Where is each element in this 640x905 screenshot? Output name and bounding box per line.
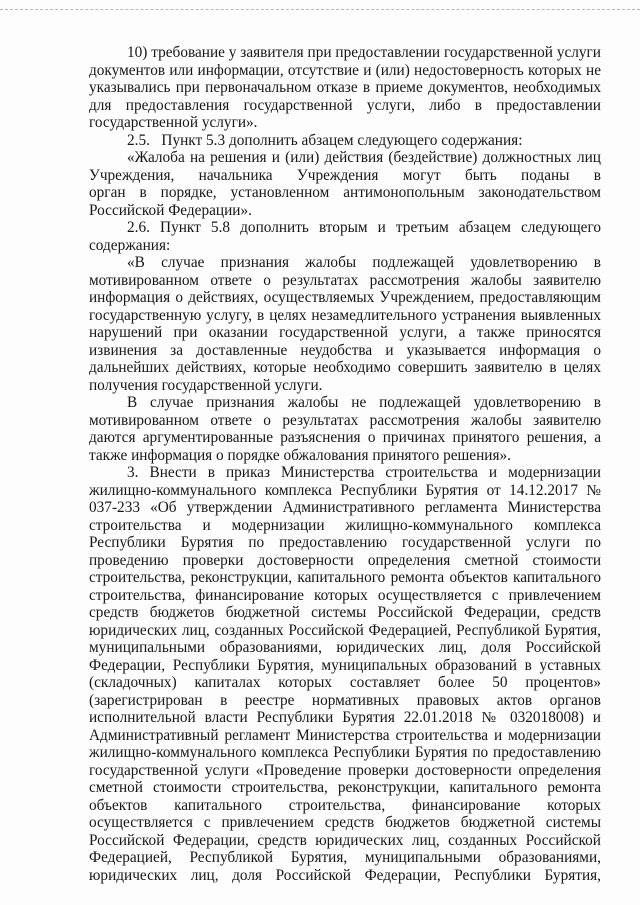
text-line: Федерации, Республики Бурятия, муниципальных образований в уставных [89,656,601,674]
text-line: государственной услуги». [89,114,258,131]
text-line: жилищно-коммунального комплекса Республики Бурятия от 14.12.2017 № [89,481,601,499]
text-line: «Жалоба на решения и (или) действия (бездействие) должностных лиц [127,149,601,166]
text-line: мотивированном ответе о результатах рассмотрения жалобы заявителю [89,411,601,429]
text-line: Учреждения, начальника Учреждения могут быть поданы в [89,166,601,184]
text-line: Российской Федерации, средств юридических лиц, созданных Российской [89,831,601,849]
text-line: 037-233 «Об утверждении Административного регламента Министерства [89,499,601,516]
text-line: В случае признания жалобы не подлежащей удовлетворению в [127,394,601,411]
text-line: юридических лиц, доля Российской Федерации, Республики Бурятия, [89,866,601,884]
text-line: юридических лиц, созданных Российской Федерацией, Республикой Бурятия, [89,621,601,639]
text-line: муниципальными образованиями, юридических лиц, доля Российской [89,639,601,656]
text-line: (складочных) капиталах которых составляет более 50 процентов» [89,674,601,691]
document-body [89,44,601,884]
text-line: 2.5. Пункт 5.3 дополнить абзацем следующего содержания: [127,131,523,149]
text-line: информация о действиях, осуществляемых Учреждением, предоставляющим [89,289,601,306]
text-line: даются аргументированные разъяснения о причинах принятого решения, а [89,429,601,446]
text-line: содержания: [89,236,171,254]
text-line: для предоставления государственной услуги, либо в предоставлении [89,96,601,114]
text-line: извинения за доставленные неудобства и указывается информация о [89,341,601,359]
text-line: сметной стоимости строительства, реконструкции, капитального ремонта [89,779,601,796]
text-line: орган в порядке, установленном антимонопольным законодательством [89,184,601,201]
text-line: строительства, реконструкции, капитального ремонта объектов капитального [89,569,601,586]
text-line: строительства и модернизации жилищно-коммунального комплекса [89,516,601,534]
text-line: объектов капитального строительства, финансирование которых [89,796,601,814]
text-line: 3. Внести в приказ Министерства строительства и модернизации [127,464,601,481]
text-line: средств бюджетов бюджетной системы Российской Федерации, средств [89,604,601,621]
text-line: «В случае признания жалобы подлежащей удовлетворению в [127,254,601,271]
text-line: проведению проверки достоверности определения сметной стоимости [89,551,601,569]
text-line: нарушений при оказании государственной услуги, а также приносятся [89,324,601,341]
text-line: Республики Бурятия по предоставлению государственной услуги по [89,534,601,551]
text-line: исполнительной власти Республики Бурятия 22.01.2018 № 032018008) и [89,709,601,726]
text-line: 2.6. Пункт 5.8 дополнить вторым и третьим абзацем следующего [127,219,601,236]
text-line: государственной услуги «Проведение проверки достоверности определения [89,761,601,779]
text-line: указывались при первоначальном отказе в приеме документов, необходимых [89,79,601,96]
text-line: осуществляется с привлечением средств бюджетов бюджетной системы [89,814,601,831]
text-line: дальнейших действиях, которые необходимо совершить заявителю в целях [89,359,601,376]
text-line: Административный регламент Министерства строительства и модернизации [89,726,601,744]
text-line: документов или информации, отсутствие и (или) недостоверность которых не [89,61,601,79]
text-line: мотивированном ответе о результатах рассмотрения жалобы заявителю [89,271,601,289]
text-line: жилищно-коммунального комплекса Республики Бурятия по предоставлению [89,744,601,761]
text-line: также информация о порядке обжалования принятого решения». [89,446,511,464]
text-line: государственную услугу, в целях незамедлительного устранения выявленных [89,306,601,324]
text-line: строительства, финансирование которых осуществляется с привлечением [89,586,601,604]
text-line: (зарегистрирован в реестре нормативных правовых актов органов [89,691,601,709]
text-line: 10) требование у заявителя при предоставлении государственной услуги [127,44,601,61]
text-line: Федерацией, Республикой Бурятия, муниципальными образованиями, [89,849,601,866]
text-line: Российской Федерации». [89,201,252,219]
text-line: получения государственной услуги. [89,376,323,394]
page-top-edge [0,9,640,10]
